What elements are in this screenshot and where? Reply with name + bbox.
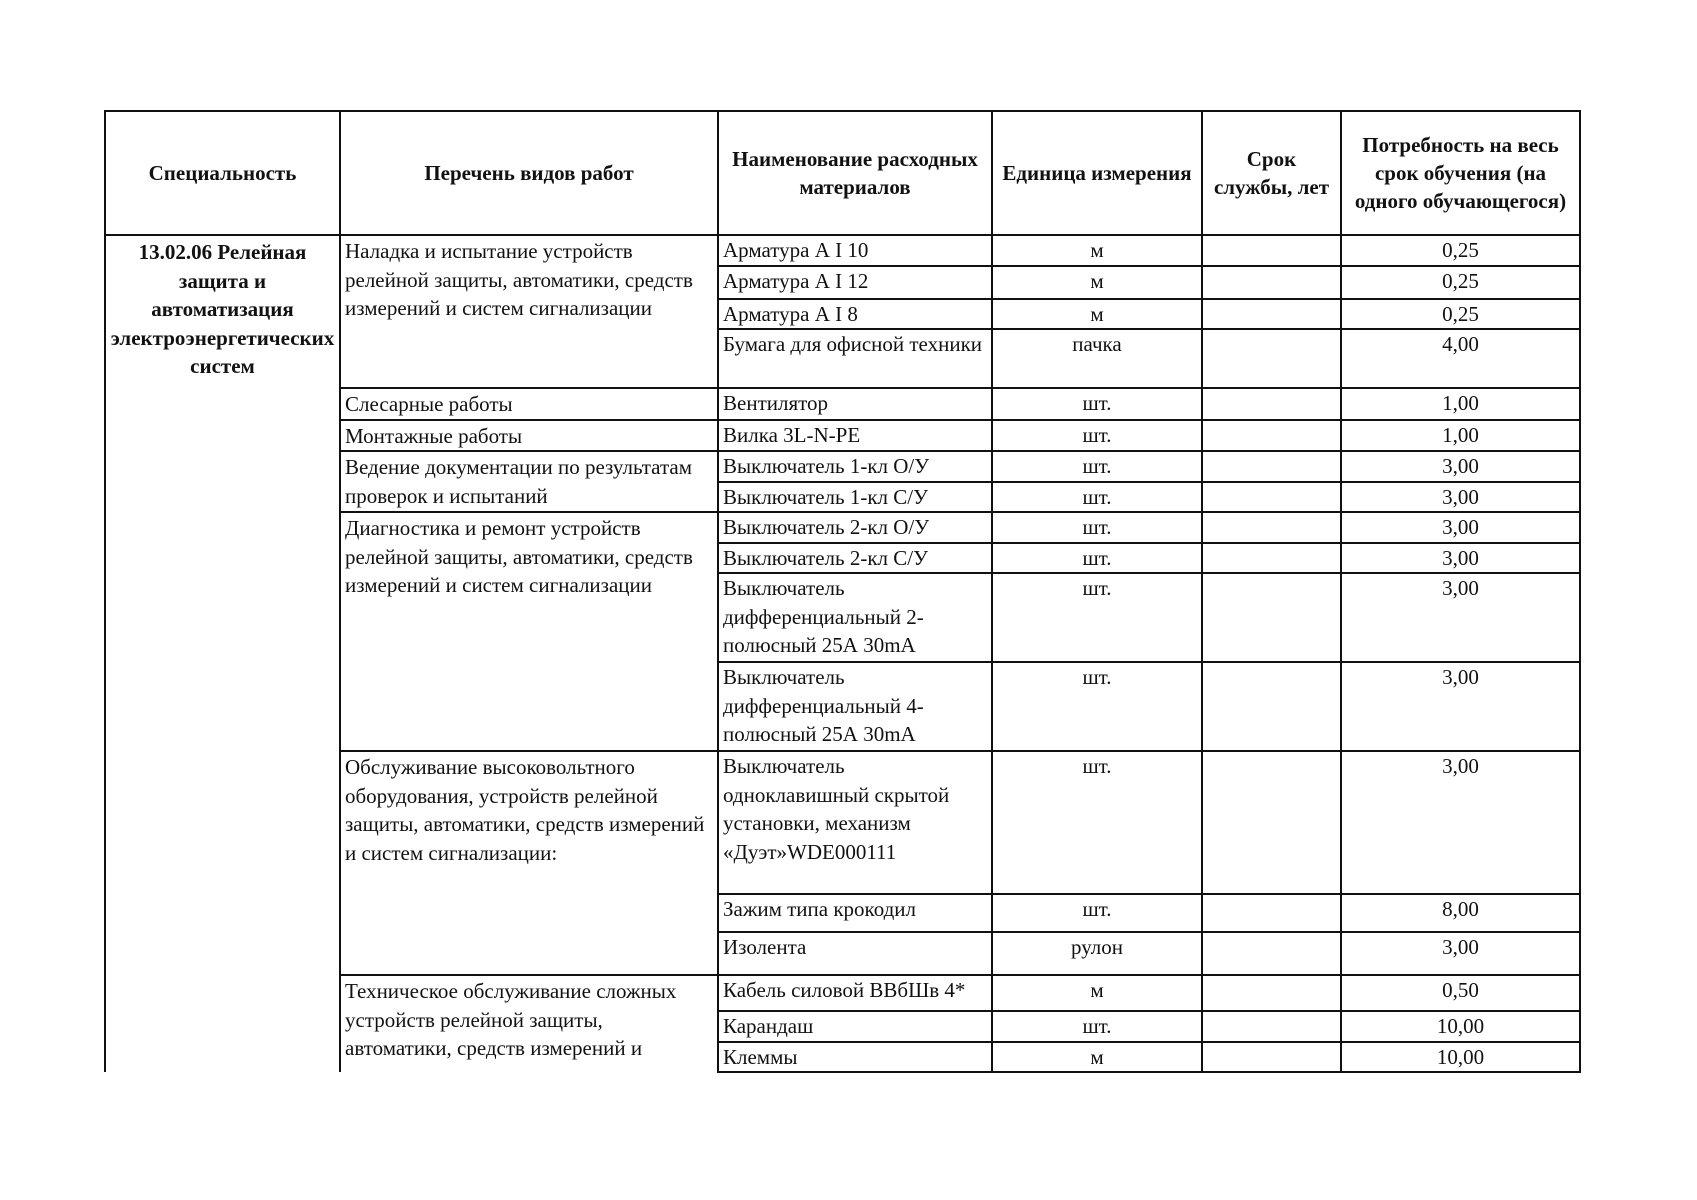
service-life-cell [1202, 573, 1341, 662]
material-cell: Выключатель дифференциальный 4-полюсный 25А 30mA [718, 662, 992, 751]
unit-cell: шт. [992, 482, 1202, 513]
service-life-cell [1202, 451, 1341, 482]
material-cell: Арматура А I 12 [718, 266, 992, 299]
unit-cell: шт. [992, 662, 1202, 751]
material-cell: Выключатель 2-кл О/У [718, 512, 992, 543]
work-type-cell: Наладка и испытание устройств релейной защиты, автоматики, средств измерений и систем сигнализации [340, 235, 718, 388]
service-life-cell [1202, 482, 1341, 513]
need-cell: 10,00 [1341, 1042, 1580, 1073]
unit-cell: м [992, 1042, 1202, 1073]
material-cell: Изолента [718, 932, 992, 975]
material-cell: Выключатель одноклавишный скрытой установки, механизм «Дуэт»WDE000111 [718, 751, 992, 894]
need-cell: 3,00 [1341, 751, 1580, 894]
material-cell: Вилка 3L-N-PE [718, 420, 992, 452]
work-type-cell: Техническое обслуживание сложных устройств релейной защиты, автоматики, средств измерений и [340, 975, 718, 1072]
service-life-cell [1202, 1011, 1341, 1042]
unit-cell: рулон [992, 932, 1202, 975]
need-cell: 3,00 [1341, 482, 1580, 513]
service-life-cell [1202, 1042, 1341, 1073]
table-header-row [105, 111, 1580, 235]
unit-cell: шт. [992, 451, 1202, 482]
need-cell: 1,00 [1341, 420, 1580, 452]
materials-table [104, 110, 1581, 1073]
unit-cell: пачка [992, 329, 1202, 388]
need-cell: 0,50 [1341, 975, 1580, 1011]
unit-cell: шт. [992, 751, 1202, 894]
material-cell: Бумага для офисной техники [718, 329, 992, 388]
unit-cell: шт. [992, 388, 1202, 420]
specialty-cell: 13.02.06 Релейная защита и автоматизация электроэнергетических систем [105, 235, 340, 1072]
header-works: Перечень видов работ [340, 111, 718, 235]
material-cell: Вентилятор [718, 388, 992, 420]
work-type-cell: Диагностика и ремонт устройств релейной защиты, автоматики, средств измерений и систем сигнализации [340, 512, 718, 751]
need-cell: 3,00 [1341, 932, 1580, 975]
need-cell: 0,25 [1341, 266, 1580, 299]
service-life-cell [1202, 388, 1341, 420]
service-life-cell [1202, 543, 1341, 574]
table-row [105, 235, 1580, 266]
need-cell: 1,00 [1341, 388, 1580, 420]
need-cell: 0,25 [1341, 299, 1580, 330]
unit-cell: шт. [992, 1011, 1202, 1042]
material-cell: Арматура А I 8 [718, 299, 992, 330]
service-life-cell [1202, 299, 1341, 330]
unit-cell: м [992, 235, 1202, 266]
service-life-cell [1202, 662, 1341, 751]
need-cell: 3,00 [1341, 543, 1580, 574]
service-life-cell [1202, 266, 1341, 299]
unit-cell: шт. [992, 573, 1202, 662]
need-cell: 3,00 [1341, 573, 1580, 662]
need-cell: 4,00 [1341, 329, 1580, 388]
material-cell: Клеммы [718, 1042, 992, 1073]
header-material: Наименование расходных материалов [718, 111, 992, 235]
unit-cell: м [992, 266, 1202, 299]
material-cell: Карандаш [718, 1011, 992, 1042]
service-life-cell [1202, 932, 1341, 975]
work-type-cell: Ведение документации по результатам проверок и испытаний [340, 451, 718, 512]
need-cell: 8,00 [1341, 894, 1580, 932]
material-cell: Выключатель 2-кл С/У [718, 543, 992, 574]
service-life-cell [1202, 235, 1341, 266]
service-life-cell [1202, 751, 1341, 894]
material-cell: Зажим типа крокодил [718, 894, 992, 932]
service-life-cell [1202, 975, 1341, 1011]
header-specialty: Специальность [105, 111, 340, 235]
material-cell: Выключатель 1-кл С/У [718, 482, 992, 513]
header-need: Потребность на весь срок обучения (на одного обучающегося) [1341, 111, 1580, 235]
material-cell: Выключатель дифференциальный 2-полюсный 25А 30mA [718, 573, 992, 662]
unit-cell: шт. [992, 543, 1202, 574]
service-life-cell [1202, 512, 1341, 543]
unit-cell: м [992, 975, 1202, 1011]
header-service-life: Срок службы, лет [1202, 111, 1341, 235]
need-cell: 3,00 [1341, 512, 1580, 543]
need-cell: 10,00 [1341, 1011, 1580, 1042]
material-cell: Арматура А I 10 [718, 235, 992, 266]
header-unit: Единица измерения [992, 111, 1202, 235]
need-cell: 0,25 [1341, 235, 1580, 266]
need-cell: 3,00 [1341, 662, 1580, 751]
material-cell: Выключатель 1-кл О/У [718, 451, 992, 482]
work-type-cell: Слесарные работы [340, 388, 718, 420]
need-cell: 3,00 [1341, 451, 1580, 482]
work-type-cell: Обслуживание высоковольтного оборудования, устройств релейной защиты, автоматики, средств измерений и систем сигнализации: [340, 751, 718, 975]
work-type-cell: Монтажные работы [340, 420, 718, 452]
service-life-cell [1202, 894, 1341, 932]
unit-cell: шт. [992, 894, 1202, 932]
unit-cell: шт. [992, 512, 1202, 543]
material-cell: Кабель силовой ВВбШв 4* [718, 975, 992, 1011]
unit-cell: м [992, 299, 1202, 330]
service-life-cell [1202, 329, 1341, 388]
unit-cell: шт. [992, 420, 1202, 452]
service-life-cell [1202, 420, 1341, 452]
